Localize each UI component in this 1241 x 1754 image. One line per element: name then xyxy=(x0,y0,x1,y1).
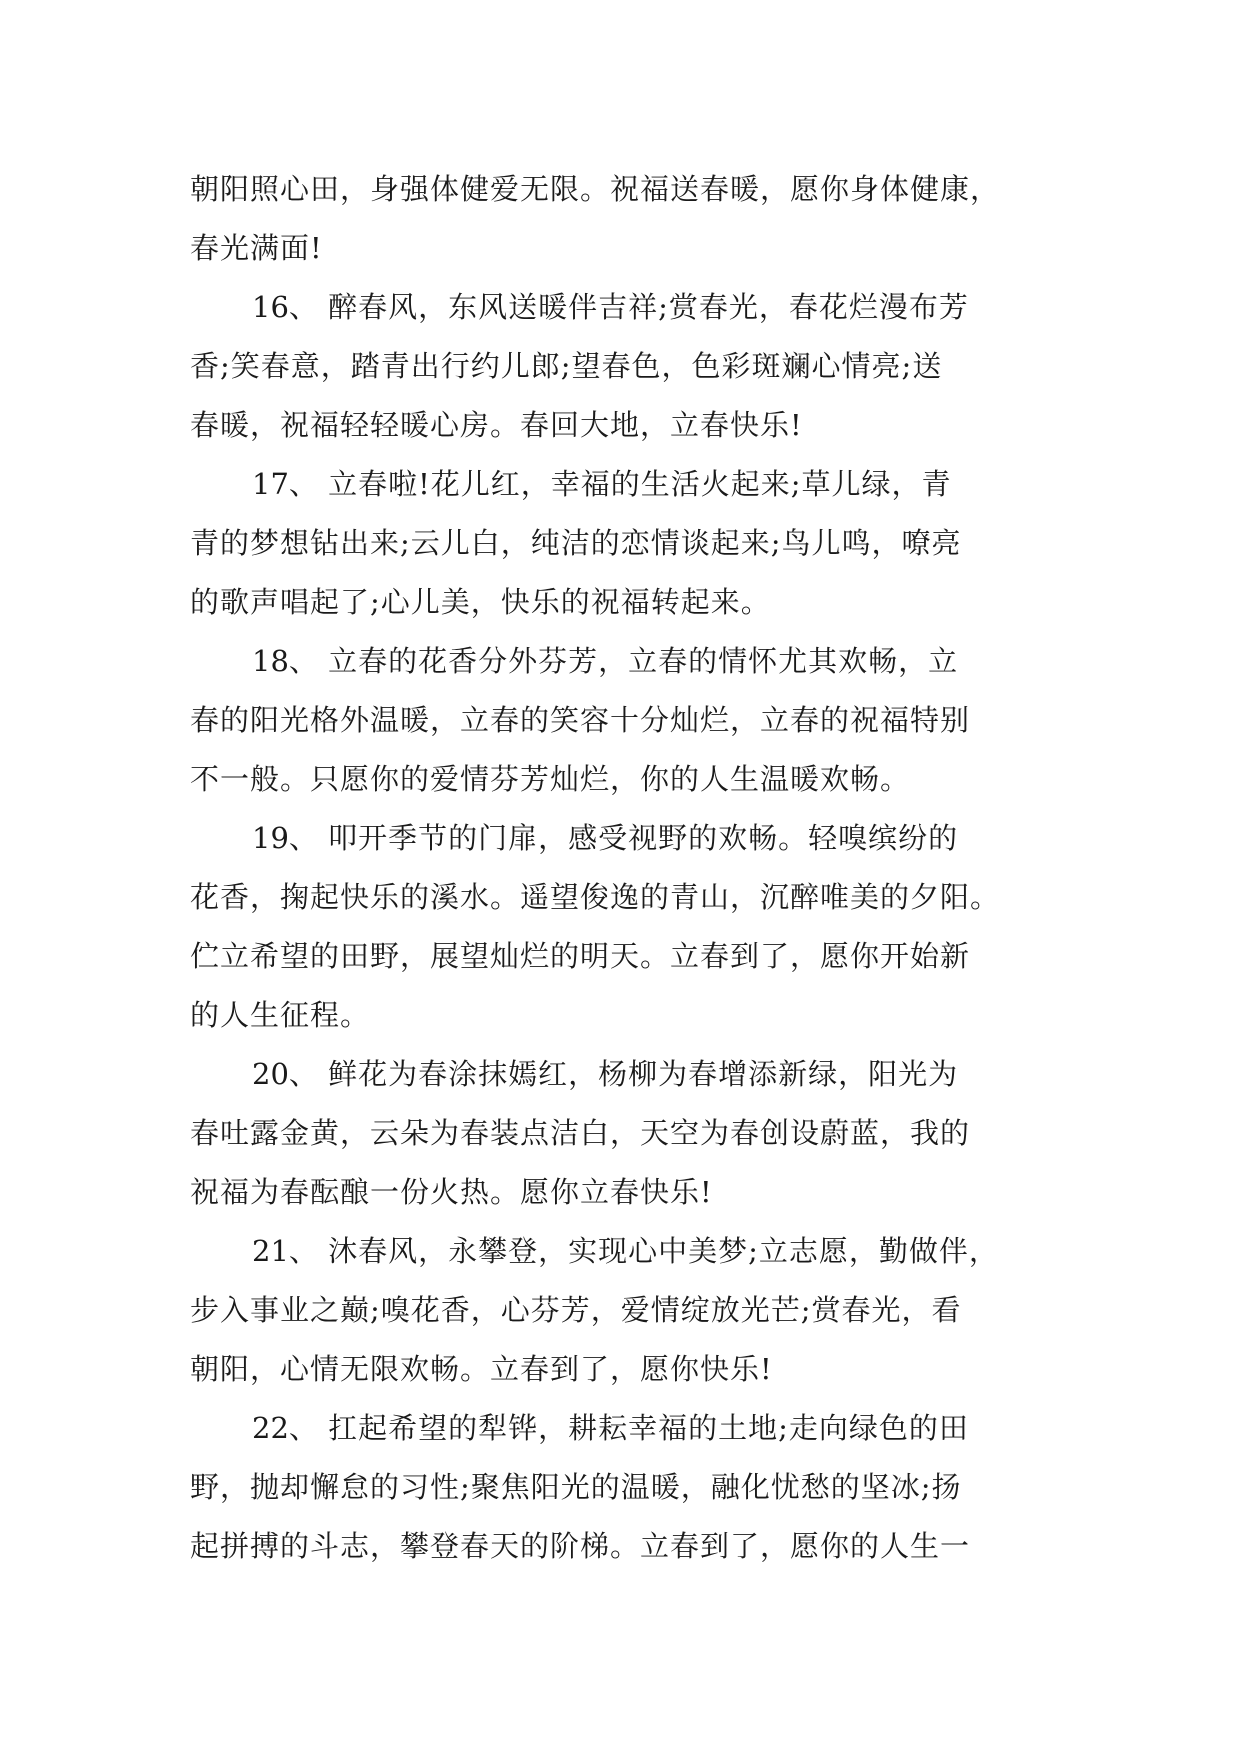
paragraph-18 xyxy=(190,632,1050,809)
text-line: 的人生征程。 xyxy=(190,998,371,1032)
item-number: 16、 xyxy=(252,290,318,324)
text-line: 春暖，祝福轻轻暖心房。春回大地，立春快乐! xyxy=(190,408,803,442)
paragraph-16 xyxy=(190,278,1050,455)
text-line: 春的阳光格外温暖，立春的笑容十分灿烂，立春的祝福特别 xyxy=(190,703,971,737)
text-line: 青的梦想钻出来;云儿白，纯洁的恋情谈起来;鸟儿鸣，嘹亮 xyxy=(190,526,962,560)
text-line: 香;笑春意，踏青出行约儿郎;望春色，色彩斑斓心情亮;送 xyxy=(190,349,943,383)
text-line: 野，抛却懈怠的习性;聚焦阳光的温暖，融化忧愁的坚冰;扬 xyxy=(190,1470,962,1504)
item-number: 18、 xyxy=(252,644,318,678)
text-line-content: 立春啦!花儿红，幸福的生活火起来;草儿绿，青 xyxy=(328,467,952,501)
text-line-first xyxy=(190,455,1050,514)
item-number: 17、 xyxy=(252,467,318,501)
item-number: 21、 xyxy=(252,1234,318,1268)
text-line-content: 鲜花为春涂抹嫣红，杨柳为春增添新绿，阳光为 xyxy=(328,1057,959,1091)
text-line: 步入事业之巅;嗅花香，心芬芳，爱情绽放光芒;赏春光，看 xyxy=(190,1293,962,1327)
text-line-content: 立春的花香分外芬芳，立春的情怀尤其欢畅，立 xyxy=(328,644,959,678)
text-line-first xyxy=(190,1045,1050,1104)
text-line-content: 扛起希望的犁铧，耕耘幸福的土地;走向绿色的田 xyxy=(328,1411,969,1445)
paragraph-17 xyxy=(190,455,1050,632)
text-line: 不一般。只愿你的爱情芬芳灿烂，你的人生温暖欢畅。 xyxy=(190,762,911,796)
text-line: 花香，掬起快乐的溪水。遥望俊逸的青山，沉醉唯美的夕阳。 xyxy=(190,880,1001,914)
item-number: 19、 xyxy=(252,821,318,855)
text-line: 春吐露金黄，云朵为春装点洁白，天空为春创设蔚蓝，我的 xyxy=(190,1116,971,1150)
text-line: 祝福为春酝酿一份火热。愿你立春快乐! xyxy=(190,1175,713,1209)
text-line: 伫立希望的田野，展望灿烂的明天。立春到了，愿你开始新 xyxy=(190,939,971,973)
paragraph-22 xyxy=(190,1399,1050,1576)
text-line-content: 醉春风，东风送暖伴吉祥;赏春光，春花烂漫布芳 xyxy=(328,290,969,324)
text-line: 朝阳照心田，身强体健爱无限。祝福送春暖，愿你身体健康， xyxy=(190,172,1001,206)
text-line-first xyxy=(190,1399,1050,1458)
paragraph-21 xyxy=(190,1222,1050,1399)
text-line-content: 沐春风，永攀登，实现心中美梦;立志愿，勤做伴， xyxy=(328,1234,999,1268)
paragraph-continuation xyxy=(190,160,1050,278)
paragraph-20 xyxy=(190,1045,1050,1222)
text-line: 春光满面! xyxy=(190,231,323,265)
text-line-first xyxy=(190,632,1050,691)
text-line-first xyxy=(190,809,1050,868)
text-line-first xyxy=(190,278,1050,337)
text-line-first xyxy=(190,1222,1050,1281)
paragraph-19 xyxy=(190,809,1050,1045)
item-number: 22、 xyxy=(252,1411,318,1445)
item-number: 20、 xyxy=(252,1057,318,1091)
text-line: 的歌声唱起了;心儿美，快乐的祝福转起来。 xyxy=(190,585,771,619)
text-line-content: 叩开季节的门扉，感受视野的欢畅。轻嗅缤纷的 xyxy=(328,821,959,855)
text-line: 朝阳，心情无限欢畅。立春到了，愿你快乐! xyxy=(190,1352,773,1386)
document-body xyxy=(190,160,1050,1576)
text-line: 起拼搏的斗志，攀登春天的阶梯。立春到了，愿你的人生一 xyxy=(190,1529,971,1563)
